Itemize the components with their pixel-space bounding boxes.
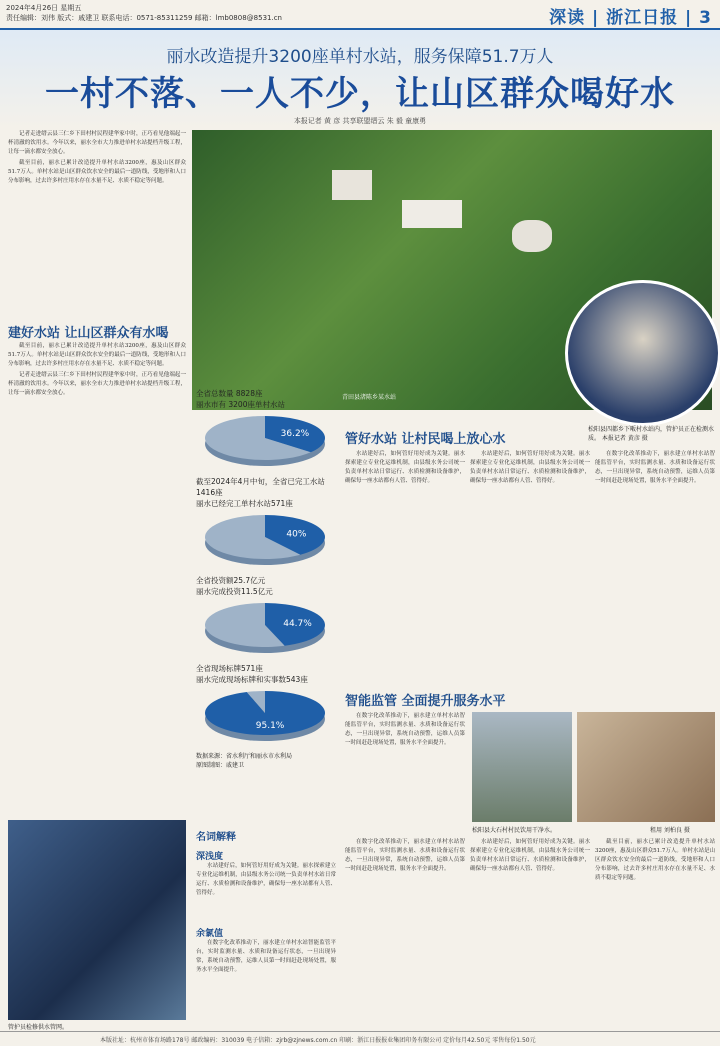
bottom-left-photo-caption: 松阳县大石村村民饮用干净水。	[472, 827, 557, 834]
section-1-text	[8, 342, 186, 812]
building-icon	[332, 170, 372, 200]
section-2-paragraph-3: 在数字化改革推动下，丽水建立单村水站智能监管平台，实时监测水量、水质和设备运行状态，一旦出现异常，系统自动预警，运维人员第一时间赶赴现场处置，服务水平全面提升。	[595, 451, 715, 484]
section-title-1: 建好水站 让山区群众有水喝	[8, 326, 169, 341]
stats-credit: 原图制图：戚建卫	[196, 762, 245, 769]
glossary-paragraph-2: 在数字化改革推动下，丽水建立单村水站智能监管平台，实时监测水量、水质和设备运行状态，一旦出现异常，系统自动预警，运维人员第一时间赶赴现场处置，服务水平全面提升。	[196, 940, 336, 973]
stat-4-b: 丽水完成现场标牌和实事数543座	[196, 675, 308, 684]
masthead-bar	[0, 0, 720, 30]
bottom-left-photo	[472, 712, 572, 822]
footer-text: 本版社址：杭州市体育场路178号 邮政编码：310039 电子信箱：zjrb@zjnews.com.cn 印刷：浙江日报报业集团印务有限公司 定价每月42.50元 零售每份1.50元	[100, 1037, 536, 1044]
section-brand: 深读 | 浙江日报 | 3	[549, 8, 712, 28]
glossary-term-2: 余氯值	[196, 929, 224, 939]
main-photo-caption: 青田县渚陈乡某水站	[342, 394, 397, 401]
pie-data-label: 40%	[286, 529, 307, 540]
water-tank-icon	[512, 220, 552, 252]
stat-3-a: 全省投资额25.7亿元	[196, 576, 266, 585]
stats-source: 数据来源：省水利厅和丽水市水利局	[196, 753, 293, 760]
stats-panel	[196, 388, 334, 818]
pie-chart-3	[196, 597, 334, 659]
intro-paragraph: 记者走进缙云县三仁乡下田村村民程建华家中时，正巧看见他端起一杯清澈的饮用水。今年以来，丽水全市大力推进单村水站提档升级工程，让每一滴水都安全放心。	[8, 131, 186, 155]
lower-text-b	[470, 838, 590, 1026]
editor-line: 责任编辑：刘伟 版式：戚建卫 联系电话：0571-85311259 邮箱：lmb0808@8531.cn	[6, 14, 282, 22]
bottom-right-photo	[577, 712, 715, 822]
glossary-box	[196, 828, 336, 1023]
left-photo-caption: 管护员检修供水管网。	[8, 1024, 69, 1031]
stat-2-a: 截至2024年4月中旬，全省已完工水站1416座	[196, 477, 325, 497]
glossary-paragraph-1: 水站建好后，如何管好用好成为关键。丽水探索建立专业化运维机制，由县级水务公司统一负责单村水站日常运行、水质检测和设备维护，确保每一座水站都有人管、管得好。	[196, 863, 336, 896]
subtitle: 丽水改造提升3200座单村水站，服务保障51.7万人	[166, 47, 554, 67]
intro-paragraph-2: 截至目前，丽水已累计改造提升单村水站3200座，惠及山区群众51.7万人。单村水站是山区群众饮水安全的最后一道防线，受地形和人口分布影响，过去许多村庄用水存在水量不足、水质不稳定等问题。	[8, 160, 186, 184]
headline: 一村不落、一人不少，让山区群众喝好水	[45, 74, 675, 114]
section-3-paragraph: 在数字化改革推动下，丽水建立单村水站智能监管平台，实时监测水量、水质和设备运行状态，一旦出现异常，系统自动预警，运维人员第一时间赶赴现场处置，服务水平全面提升。	[345, 713, 465, 746]
section-1-paragraph-2: 记者走进缙云县三仁乡下田村村民程建华家中时，正巧看见他端起一杯清澈的饮用水。今年以来，丽水全市大力推进单村水站提档升级工程，让每一滴水都安全放心。	[8, 372, 186, 396]
footer	[0, 1031, 720, 1046]
pie-chart-2	[196, 509, 334, 571]
pie-data-label: 44.7%	[283, 618, 312, 629]
lower-text-a	[345, 838, 465, 1026]
lower-paragraph-c: 截至目前，丽水已累计改造提升单村水站3200座，惠及山区群众51.7万人。单村水站是山区群众饮水安全的最后一道防线，受地形和人口分布影响，过去许多村庄用水存在水量不足、水质不稳定等问题。	[595, 839, 715, 881]
section-2-paragraph: 水站建好后，如何管好用好成为关键。丽水探索建立专业化运维机制，由县级水务公司统一负责单村水站日常运行、水质检测和设备维护，确保每一座水站都有人管、管得好。	[345, 451, 465, 484]
stat-4-a: 全省现场标牌571座	[196, 664, 263, 673]
glossary-text-2	[196, 939, 336, 999]
date-line: 2024年4月26日 星期五	[6, 4, 82, 12]
byline: 本报记者 黄 彦 共享联盟缙云 朱 毅 童康勇	[293, 117, 427, 125]
bottom-right-photo-caption: 租用 刘柏良 摄	[650, 827, 690, 834]
lower-paragraph-a: 在数字化改革推动下，丽水建立单村水站智能监管平台，实时监测水量、水质和设备运行状态，一旦出现异常，系统自动预警，运维人员第一时间赶赴现场处置，服务水平全面提升。	[345, 839, 465, 872]
section-title-3: 智能监管 全面提升服务水平	[345, 694, 506, 709]
section-title-2: 管好水站 让村民喝上放心水	[345, 432, 506, 447]
section-2-text-c	[595, 450, 715, 680]
section-2-paragraph-2: 水站建好后，如何管好用好成为关键。丽水探索建立专业化运维机制，由县级水务公司统一负责单村水站日常运行、水质检测和设备维护，确保每一座水站都有人管、管得好。	[470, 451, 590, 484]
stat-2-b: 丽水已经完工单村水站571座	[196, 499, 293, 508]
stat-3-b: 丽水完成投资11.5亿元	[196, 587, 273, 596]
stat-1-a: 全省总数量 8828座	[196, 389, 263, 398]
left-photo	[8, 820, 186, 1020]
pie-data-label: 36.2%	[280, 428, 310, 439]
section-2-text-a	[345, 450, 465, 680]
lower-paragraph-b: 水站建好后，如何管好用好成为关键。丽水探索建立专业化运维机制，由县级水务公司统一负责单村水站日常运行、水质检测和设备维护，确保每一座水站都有人管、管得好。	[470, 839, 590, 872]
pie-chart-4	[196, 685, 334, 747]
portrait-caption: 松阳县四都乡下畈村水站内，管护员正在检测水质。 本报记者 黄彦 摄	[588, 426, 715, 442]
section-1-paragraph: 截至目前，丽水已累计改造提升单村水站3200座，惠及山区群众51.7万人。单村水站是山区群众饮水安全的最后一道防线，受地形和人口分布影响，过去许多村庄用水存在水量不足、水质不稳定等问题。	[8, 343, 186, 367]
pie-data-label: 95.1%	[255, 720, 285, 731]
section-3-text	[345, 712, 465, 812]
portrait-photo	[565, 280, 720, 426]
building-icon	[402, 200, 462, 228]
intro-text	[8, 130, 186, 310]
glossary-term-1: 深浅度	[196, 852, 224, 862]
stat-1-b: 丽水市有 3200座单村水站	[196, 400, 285, 409]
pie-chart-1	[196, 410, 334, 472]
glossary-title: 名词解释	[196, 832, 236, 843]
lower-text-c	[595, 838, 715, 1026]
section-2-text-b	[470, 450, 590, 680]
glossary-text-1	[196, 862, 336, 922]
